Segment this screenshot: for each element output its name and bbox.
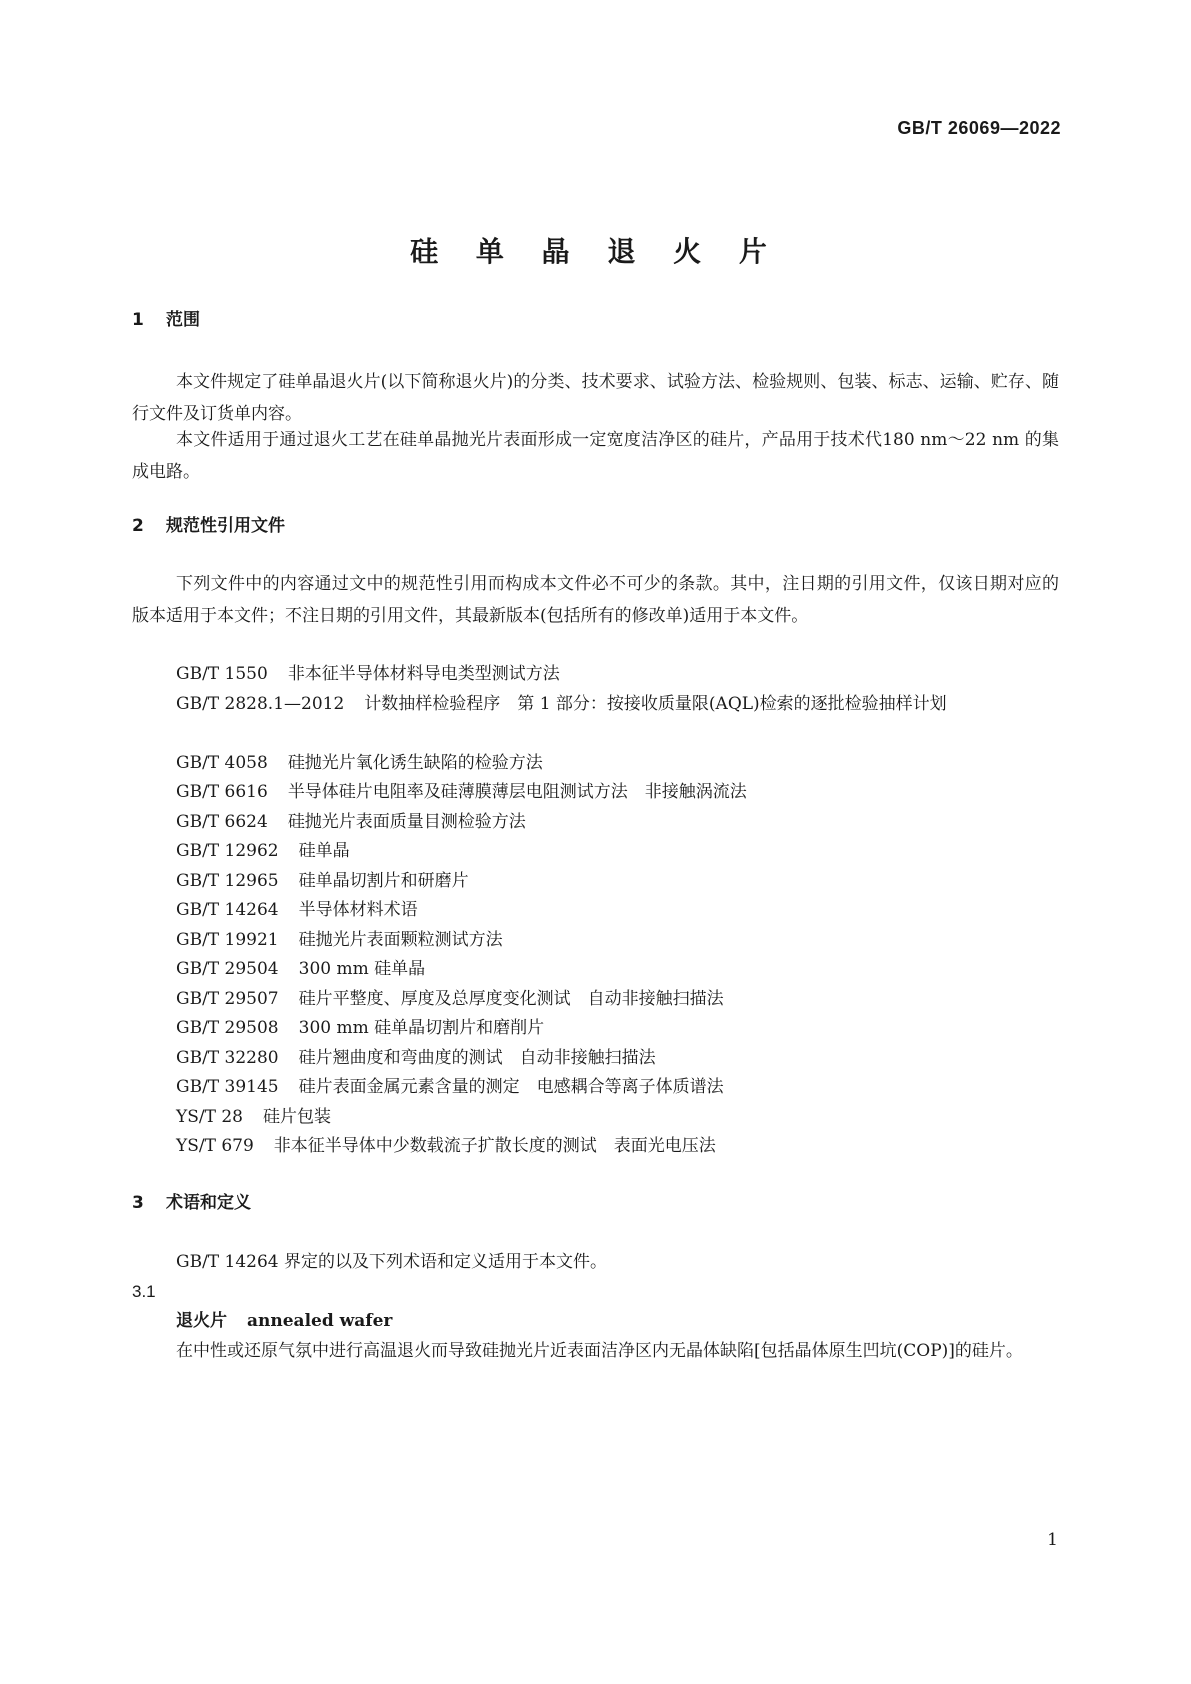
reference-title: 300 mm 硅单晶 [298,959,426,979]
reference-code: GB/T 6616 [176,782,268,802]
term-number: 3.1 [132,1282,156,1301]
reference-title: 300 mm 硅单晶切割片和磨削片 [298,1018,545,1038]
section-title: 规范性引用文件 [166,516,285,536]
reference-item [176,747,1059,779]
reference-code: GB/T 19921 [176,930,279,950]
reference-code: GB/T 4058 [176,753,268,773]
section-number: 2 [132,516,144,536]
reference-item [176,924,1059,956]
reference-title: 硅片平整度、厚度及总厚度变化测试 自动非接触扫描法 [298,989,724,1009]
reference-title: 硅片翘曲度和弯曲度的测试 自动非接触扫描法 [298,1048,656,1068]
reference-code: GB/T 6624 [176,812,268,832]
reference-item [176,1012,1059,1044]
reference-item [176,894,1059,926]
paragraph: 下列文件中的内容通过文中的规范性引用而构成本文件必不可少的条款。其中，注日期的引用文件，仅该日期对应的版本适用于本文件；不注日期的引用文件，其最新版本(包括所有的修改单)适用于本文件。 [132,574,1059,626]
page-title: 硅 单 晶 退 火 片 [410,235,781,268]
reference-code: GB/T 2828.1—2012 [176,694,345,714]
reference-title: 半导体材料术语 [298,900,418,920]
page-number: 1 [1047,1530,1058,1550]
reference-title: 硅抛光片表面质量目测检验方法 [287,812,526,832]
reference-code: GB/T 12962 [176,841,279,861]
reference-title: 硅片包装 [262,1107,331,1127]
reference-title: 硅单晶切割片和研磨片 [298,871,469,891]
reference-title: 硅单晶 [298,841,350,861]
reference-code: YS/T 679 [176,1136,254,1156]
section-title: 范围 [166,310,200,330]
reference-item [176,865,1059,897]
reference-item [176,953,1059,985]
reference-item [176,776,1059,808]
term-entry [176,1305,392,1337]
section-heading-3 [132,1191,251,1215]
paragraph: 本文件规定了硅单晶退火片(以下简称退火片)的分类、技术要求、试验方法、检验规则、包装、标志、运输、贮存、随行文件及订货单内容。 [132,372,1059,424]
reference-item [176,806,1059,838]
term-zh: 退火片 [176,1311,227,1331]
standard-number: GB/T 26069—2022 [897,118,1061,138]
reference-item [132,688,1059,720]
reference-code: GB/T 12965 [176,871,279,891]
reference-title: 硅抛光片表面颗粒测试方法 [298,930,503,950]
reference-code: GB/T 29504 [176,959,279,979]
reference-code: YS/T 28 [176,1107,243,1127]
reference-title: 非本征半导体中少数载流子扩散长度的测试 表面光电压法 [273,1136,716,1156]
section-number: 1 [132,310,144,330]
reference-code: GB/T 14264 [176,900,279,920]
section-title: 术语和定义 [166,1193,251,1213]
reference-code: GB/T 39145 [176,1077,279,1097]
reference-item [176,1130,1059,1162]
reference-code: GB/T 1550 [176,664,268,684]
term-en: annealed wafer [247,1311,393,1331]
reference-item [176,1042,1059,1074]
section-number: 3 [132,1193,144,1213]
reference-title: 硅片表面金属元素含量的测定 电感耦合等离子体质谱法 [298,1077,724,1097]
reference-title: 半导体硅片电阻率及硅薄膜薄层电阻测试方法 非接触涡流法 [287,782,747,802]
section-heading-1 [132,308,200,332]
paragraph: 本文件适用于通过退火工艺在硅单晶抛光片表面形成一定宽度洁净区的硅片，产品用于技术代180 nm～22 nm 的集成电路。 [132,430,1059,482]
reference-code: GB/T 32280 [176,1048,279,1068]
reference-code: GB/T 29508 [176,1018,279,1038]
section-heading-2 [132,514,285,538]
reference-item [176,1071,1059,1103]
paragraph: GB/T 14264 界定的以及下列术语和定义适用于本文件。 [176,1252,608,1272]
term-definition: 在中性或还原气氛中进行高温退火而导致硅抛光片近表面洁净区内无晶体缺陷[包括晶体原生凹坑(COP)]的硅片。 [176,1341,1023,1361]
reference-item [176,983,1059,1015]
reference-title: 硅抛光片氧化诱生缺陷的检验方法 [287,753,543,773]
reference-title: 非本征半导体材料导电类型测试方法 [287,664,560,684]
reference-title: 计数抽样检验程序 第 1 部分：按接收质量限(AQL)检索的逐批检验抽样计划 [364,694,947,714]
reference-item [176,1101,1059,1133]
reference-item [176,835,1059,867]
reference-item [176,658,1059,690]
reference-code: GB/T 29507 [176,989,279,1009]
